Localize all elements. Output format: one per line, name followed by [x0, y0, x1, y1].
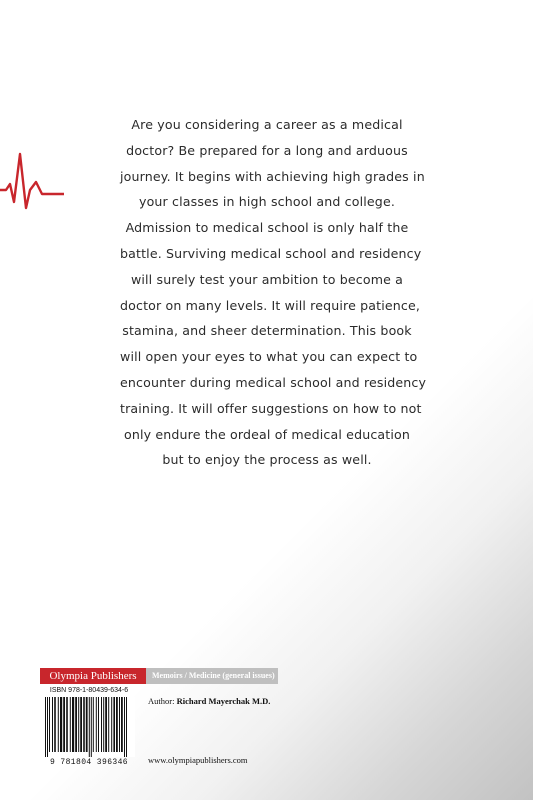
- publisher-block: [40, 668, 278, 773]
- blurb-line: stamina, and sheer determination. This book: [122, 323, 412, 339]
- publisher-name: Olympia Publishers: [40, 668, 146, 684]
- blurb-line: Are you considering a career as a medical: [131, 117, 403, 132]
- barcode-digits: 9 781804 396346: [49, 758, 128, 767]
- blurb-line: training. It will offer suggestions on how to not: [120, 400, 422, 416]
- heartbeat-line-icon: [0, 150, 64, 212]
- author-name: Richard Mayerchak M.D.: [176, 696, 271, 706]
- blurb-line: battle. Surviving medical school and residency: [120, 245, 422, 261]
- author-label: Author:: [148, 696, 175, 706]
- publisher-header: [40, 668, 278, 684]
- isbn-label: ISBN 978-1-80439-634-6: [49, 687, 129, 694]
- author-line: [148, 696, 270, 707]
- blurb-line: encounter during medical school and residency: [120, 374, 427, 390]
- blurb-line: doctor on many levels. It will require patience,: [120, 297, 421, 313]
- blurb-line: your classes in high school and college.: [138, 194, 396, 210]
- blurb-line: doctor? Be prepared for a long and arduous: [126, 142, 408, 158]
- blurb-line: only endure the ordeal of medical education: [123, 426, 411, 442]
- publisher-website: www.olympiapublishers.com: [148, 755, 248, 765]
- blurb-line: Admission to medical school is only half the: [125, 220, 409, 236]
- book-category: Memoirs / Medicine (general issues): [146, 668, 278, 684]
- blurb-line: but to enjoy the process as well.: [162, 452, 372, 468]
- barcode-icon: [43, 697, 135, 757]
- blurb-line: will surely test your ambition to become a: [130, 271, 404, 287]
- blurb-text: [120, 112, 427, 473]
- blurb-line: journey. It begins with achieving high grades in: [120, 168, 425, 184]
- blurb-line: will open your eyes to what you can expect to: [120, 349, 418, 365]
